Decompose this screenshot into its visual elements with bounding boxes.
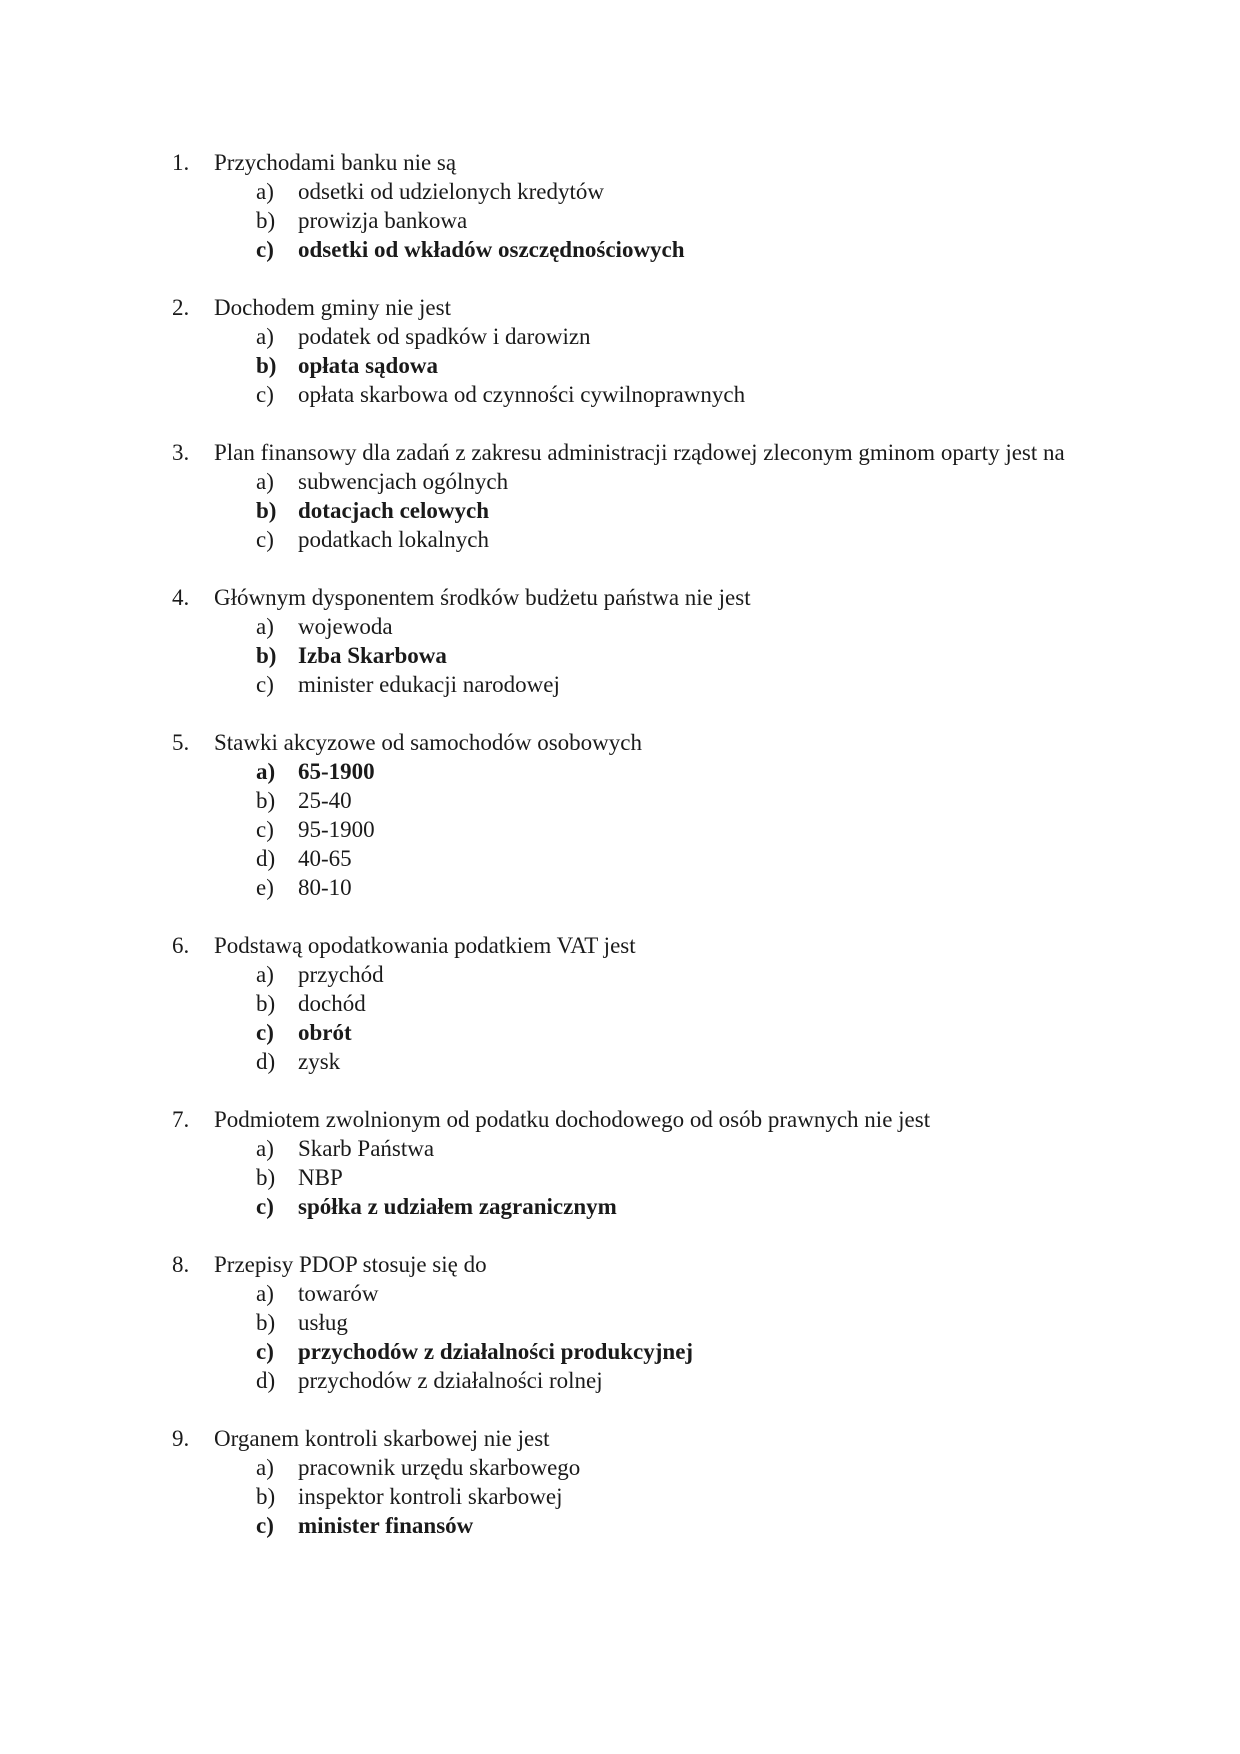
question-stem: [172, 1424, 1072, 1453]
answer-letter: b): [256, 1484, 276, 1509]
answer-letter: d): [256, 846, 276, 871]
question-text: Przychodami banku nie są: [214, 150, 457, 175]
answer-option: [172, 322, 1072, 351]
answer-list: [172, 757, 1072, 902]
answer-letter: c): [256, 237, 274, 262]
answer-letter: b): [256, 353, 277, 378]
answer-text: 40-65: [298, 846, 352, 871]
answer-option: [172, 1279, 1072, 1308]
answer-text: Izba Skarbowa: [298, 643, 447, 668]
question-stem: [172, 931, 1072, 960]
answer-text: Skarb Państwa: [298, 1136, 435, 1161]
answer-text: pracownik urzędu skarbowego: [298, 1455, 581, 1480]
answer-text: usług: [298, 1310, 348, 1335]
answer-option: [172, 177, 1072, 206]
answer-text: subwencjach ogólnych: [298, 469, 509, 494]
answer-text: 80-10: [298, 875, 352, 900]
answer-letter: b): [256, 1165, 276, 1190]
answer-option: [172, 1047, 1072, 1076]
question-stem: [172, 1105, 1072, 1134]
answer-text: zysk: [298, 1049, 341, 1074]
answer-option-correct: [172, 641, 1072, 670]
answer-list: [172, 322, 1072, 409]
answer-letter: b): [256, 991, 276, 1016]
question-stem: [172, 293, 1072, 322]
answer-letter: a): [256, 1281, 274, 1306]
answer-option: [172, 380, 1072, 409]
answer-option: [172, 960, 1072, 989]
answer-list: [172, 1134, 1072, 1221]
question-number: 6.: [172, 933, 190, 958]
answer-letter: c): [256, 817, 274, 842]
answer-text: dochód: [298, 991, 366, 1016]
answer-list: [172, 177, 1072, 264]
answer-letter: c): [256, 672, 274, 697]
question-number: 8.: [172, 1252, 190, 1277]
question-text: Dochodem gminy nie jest: [214, 295, 451, 320]
question-text: Podmiotem zwolnionym od podatku dochodowego od osób prawnych nie jest: [214, 1107, 931, 1132]
answer-text: 25-40: [298, 788, 352, 813]
answer-list: [172, 467, 1072, 554]
answer-text: prowizja bankowa: [298, 208, 468, 233]
answer-text: podatek od spadków i darowizn: [298, 324, 591, 349]
answer-option: [172, 1308, 1072, 1337]
question-2: [172, 293, 1072, 409]
answer-list: [172, 1279, 1072, 1395]
answer-letter: c): [256, 382, 274, 407]
answer-letter: c): [256, 527, 274, 552]
answer-option: [172, 989, 1072, 1018]
answer-text: spółka z udziałem zagranicznym: [298, 1194, 617, 1219]
answer-letter: b): [256, 1310, 276, 1335]
answer-text: przychodów z działalności rolnej: [298, 1368, 603, 1393]
answer-letter: a): [256, 1455, 274, 1480]
answer-option-correct: [172, 1337, 1072, 1366]
question-6: [172, 931, 1072, 1076]
question-number: 3.: [172, 440, 190, 465]
answer-text: podatkach lokalnych: [298, 527, 489, 552]
answer-letter: a): [256, 1136, 274, 1161]
question-text: Stawki akcyzowe od samochodów osobowych: [214, 730, 642, 755]
question-4: [172, 583, 1072, 699]
answer-option: [172, 844, 1072, 873]
answer-letter: d): [256, 1049, 276, 1074]
answer-letter: a): [256, 324, 274, 349]
answer-text: odsetki od wkładów oszczędnościowych: [298, 237, 685, 262]
answer-text: opłata skarbowa od czynności cywilnoprawnych: [298, 382, 746, 407]
answer-letter: a): [256, 614, 274, 639]
answer-letter: b): [256, 788, 276, 813]
answer-text: 95-1900: [298, 817, 375, 842]
answer-option: [172, 1453, 1072, 1482]
question-list: [172, 148, 1072, 1569]
answer-option-correct: [172, 757, 1072, 786]
question-number: 1.: [172, 150, 190, 175]
answer-text: NBP: [298, 1165, 343, 1190]
answer-text: wojewoda: [298, 614, 393, 639]
answer-letter: a): [256, 962, 274, 987]
answer-text: obrót: [298, 1020, 352, 1045]
answer-text: minister edukacji narodowej: [298, 672, 560, 697]
answer-option: [172, 1163, 1072, 1192]
answer-option: [172, 1366, 1072, 1395]
question-1: [172, 148, 1072, 264]
answer-text: inspektor kontroli skarbowej: [298, 1484, 563, 1509]
question-number: 4.: [172, 585, 190, 610]
answer-option: [172, 612, 1072, 641]
answer-option-correct: [172, 1018, 1072, 1047]
answer-letter: c): [256, 1020, 274, 1045]
question-stem: [172, 438, 1072, 467]
question-5: [172, 728, 1072, 902]
answer-option: [172, 786, 1072, 815]
question-stem: [172, 728, 1072, 757]
question-text: Przepisy PDOP stosuje się do: [214, 1252, 487, 1277]
question-text: Głównym dysponentem środków budżetu państwa nie jest: [214, 585, 751, 610]
question-number: 2.: [172, 295, 190, 320]
answer-option: [172, 525, 1072, 554]
answer-letter: c): [256, 1513, 274, 1538]
answer-letter: e): [256, 875, 274, 900]
answer-option: [172, 206, 1072, 235]
question-7: [172, 1105, 1072, 1221]
answer-list: [172, 1453, 1072, 1540]
answer-text: przychód: [298, 962, 384, 987]
answer-letter: d): [256, 1368, 276, 1393]
answer-option: [172, 873, 1072, 902]
answer-list: [172, 960, 1072, 1076]
answer-text: przychodów z działalności produkcyjnej: [298, 1339, 694, 1364]
answer-option-correct: [172, 496, 1072, 525]
answer-letter: b): [256, 498, 277, 523]
question-number: 7.: [172, 1107, 190, 1132]
question-number: 9.: [172, 1426, 190, 1451]
answer-text: 65-1900: [298, 759, 375, 784]
answer-option: [172, 1134, 1072, 1163]
answer-text: dotacjach celowych: [298, 498, 489, 523]
answer-option-correct: [172, 1511, 1072, 1540]
answer-text: opłata sądowa: [298, 353, 438, 378]
answer-letter: a): [256, 759, 276, 784]
answer-option-correct: [172, 235, 1072, 264]
answer-letter: c): [256, 1339, 274, 1364]
question-stem: [172, 1250, 1072, 1279]
question-stem: [172, 583, 1072, 612]
answer-letter: b): [256, 643, 277, 668]
question-number: 5.: [172, 730, 190, 755]
question-text: Podstawą opodatkowania podatkiem VAT jest: [214, 933, 636, 958]
question-text: Organem kontroli skarbowej nie jest: [214, 1426, 550, 1451]
answer-letter: a): [256, 179, 274, 204]
answer-option: [172, 1482, 1072, 1511]
answer-option: [172, 467, 1072, 496]
answer-letter: a): [256, 469, 274, 494]
answer-list: [172, 612, 1072, 699]
answer-letter: b): [256, 208, 276, 233]
answer-option: [172, 670, 1072, 699]
answer-option: [172, 815, 1072, 844]
question-9: [172, 1424, 1072, 1540]
answer-letter: c): [256, 1194, 274, 1219]
answer-text: odsetki od udzielonych kredytów: [298, 179, 604, 204]
answer-text: towarów: [298, 1281, 379, 1306]
answer-option-correct: [172, 351, 1072, 380]
question-8: [172, 1250, 1072, 1395]
question-text: Plan finansowy dla zadań z zakresu administracji rządowej zleconym gminom oparty jest na: [214, 440, 1065, 465]
question-stem: [172, 148, 1072, 177]
answer-text: minister finansów: [298, 1513, 474, 1538]
question-3: [172, 438, 1072, 554]
answer-option-correct: [172, 1192, 1072, 1221]
